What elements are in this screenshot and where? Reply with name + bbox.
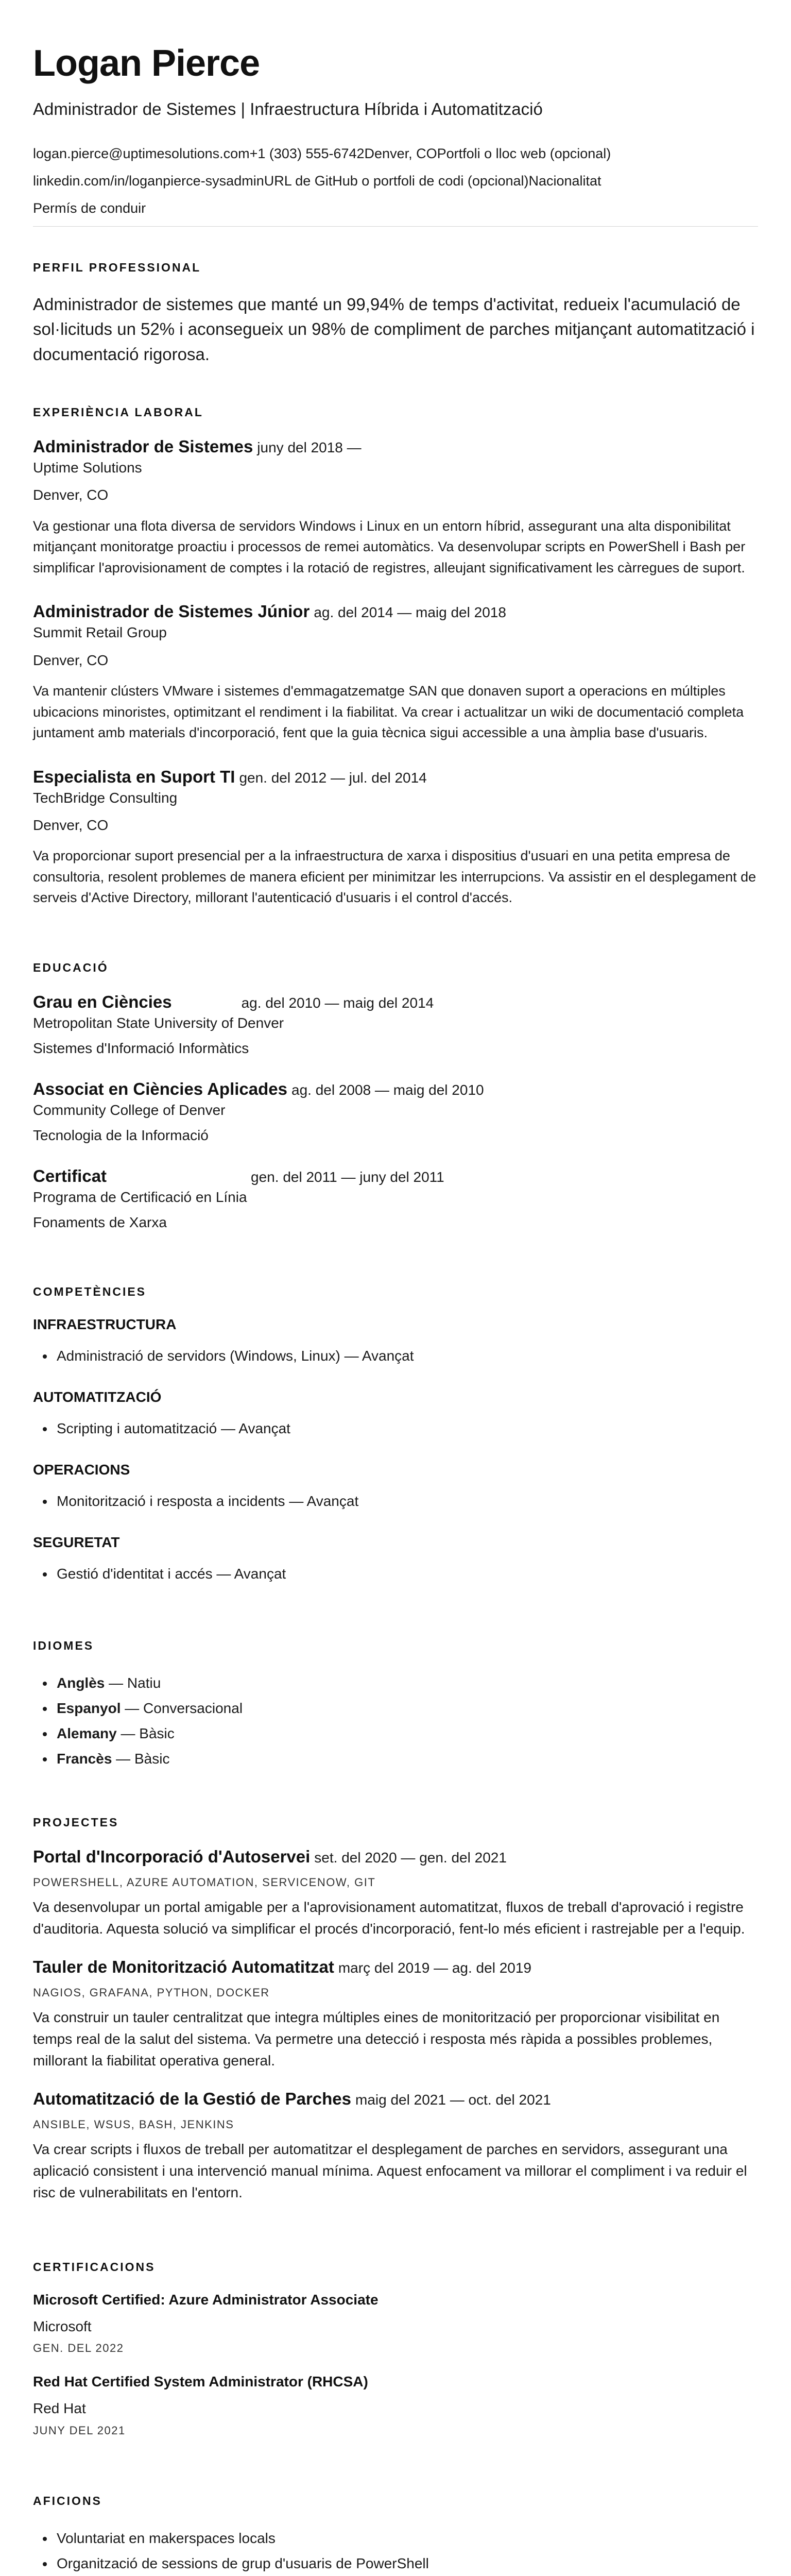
job-location: Denver, CO bbox=[33, 817, 109, 834]
section-title-interests: AFICIONS bbox=[33, 2494, 102, 2507]
degree-title: Associat en Ciències Aplicades bbox=[33, 1079, 287, 1098]
project-title: Tauler de Monitorització Automatitzat bbox=[33, 1957, 334, 1977]
section-title-languages: IDIOMES bbox=[33, 1639, 94, 1653]
contact-block bbox=[33, 144, 758, 218]
interest-item: • Organització de sessions de grup d'usuaris de PowerShell bbox=[55, 2551, 758, 2576]
project-date: set. del 2020 — gen. del 2021 bbox=[314, 1850, 507, 1866]
skill-item: • Administració de servidors (Windows, Linux) — Avançat bbox=[55, 1343, 758, 1368]
project-tech: ANSIBLE, WSUS, BASH, JENKINS bbox=[33, 2118, 234, 2131]
job-description: Va gestionar una flota diversa de servidors Windows i Linux en un entorn híbrid, assegurant una alta disponibilitat mitjançant monitoratge proactiu i processos de remei automàtics. Va desenvolupar scripts en PowerShell i Bash per simplificar l'aprovisionament de comptes i la rotació de registres, alleujant significativament les càrregues de suport. bbox=[33, 518, 746, 575]
institution-name: Metropolitan State University of Denver bbox=[33, 1014, 284, 1031]
github-link[interactable]: URL de GitHub o portfoli de codi (opcional) bbox=[264, 173, 529, 189]
certification-entry bbox=[33, 2374, 758, 2437]
project-description: Va crear scripts i fluxos de treball per automatitzar el desplegament de parches en servidors, assegurant una aplicació consistent i una intervenció manual mínima. Aquest enfocament va millorar el compliment i va reduir el risc de vulnerabilitats en l'entorn. bbox=[33, 2141, 747, 2201]
certifications-section bbox=[33, 2211, 758, 2437]
language-level: Bàsic bbox=[139, 1725, 175, 1742]
profile-section bbox=[33, 211, 758, 367]
experience-entry bbox=[33, 767, 758, 908]
interests-list bbox=[33, 2526, 758, 2576]
language-level: Conversacional bbox=[143, 1700, 243, 1717]
language-name: Anglès bbox=[57, 1675, 105, 1691]
phone-text: +1 (303) 555-6742 bbox=[249, 146, 365, 162]
experience-entry bbox=[33, 602, 758, 743]
job-location: Denver, CO bbox=[33, 652, 109, 668]
study-field: Tecnologia de la Informació bbox=[33, 1127, 209, 1144]
skill-item: • Scripting i automatització — Avançat bbox=[55, 1416, 758, 1441]
job-company: Summit Retail Group bbox=[33, 624, 167, 641]
project-description: Va desenvolupar un portal amigable per a l'aprovisionament automatitzat, fluxos de treball d'aprovació i registre d'auditoria. Aquesta solució va simplificar el procés d'incorporació, fent-lo més eficient i rastrejable per a l'equip. bbox=[33, 1899, 745, 1937]
skill-group-title: AUTOMATITZACIÓ bbox=[33, 1389, 162, 1405]
skill-group bbox=[33, 1389, 758, 1441]
section-title-profile: PERFIL PROFESSIONAL bbox=[33, 260, 201, 274]
interests-section bbox=[33, 2445, 758, 2576]
section-title-certifications: CERTIFICACIONS bbox=[33, 2260, 156, 2274]
language-item: • Francès — Bàsic bbox=[55, 1746, 758, 1771]
project-description: Va construir un tauler centralitzat que integra múltiples eines de monitorització per proporcionar visibilitat en temps real de la salut del sistema. Va permetre una detecció i resposta més ràpida a possibles problemes, millorant la fiabilitat operativa general. bbox=[33, 2009, 720, 2069]
language-name: Espanyol bbox=[57, 1700, 121, 1717]
skill-group bbox=[33, 1316, 758, 1368]
experience-section bbox=[33, 356, 758, 908]
project-tech: NAGIOS, GRAFANA, PYTHON, DOCKER bbox=[33, 1986, 270, 1999]
skill-group bbox=[33, 1462, 758, 1514]
degree-date: ag. del 2008 — maig del 2010 bbox=[291, 1081, 484, 1098]
education-section bbox=[33, 911, 758, 1233]
institution-name: Community College of Denver bbox=[33, 1101, 226, 1118]
certification-date: JUNY DEL 2021 bbox=[33, 2424, 126, 2437]
language-item: • Alemany — Bàsic bbox=[55, 1721, 758, 1746]
education-entry bbox=[33, 1166, 758, 1234]
email-link[interactable]: logan.pierce@uptimesolutions.com bbox=[33, 146, 250, 162]
certification-name: Microsoft Certified: Azure Administrator Associate bbox=[33, 2292, 379, 2308]
language-item: • Anglès — Natiu bbox=[55, 1670, 758, 1696]
skill-item: • Gestió d'identitat i accés — Avançat bbox=[55, 1561, 758, 1586]
experience-entry bbox=[33, 437, 758, 578]
project-entry bbox=[33, 1847, 758, 1940]
candidate-title: Administrador de Sistemes | Infraestructura Híbrida i Automatització bbox=[33, 99, 543, 119]
linkedin-link[interactable]: linkedin.com/in/loganpierce-sysadmin bbox=[33, 173, 264, 189]
contact-row-2 bbox=[33, 171, 758, 191]
interest-item: • Voluntariat en makerspaces locals bbox=[55, 2526, 758, 2551]
certification-entry bbox=[33, 2292, 758, 2355]
study-field: Fonaments de Xarxa bbox=[33, 1214, 167, 1230]
language-name: Alemany bbox=[57, 1725, 117, 1742]
contact-row-1 bbox=[33, 144, 758, 164]
skills-section bbox=[33, 1235, 758, 1586]
education-entry bbox=[33, 1079, 758, 1147]
project-title: Portal d'Incorporació d'Autoservei bbox=[33, 1847, 311, 1867]
degree-date: gen. del 2011 — juny del 2011 bbox=[251, 1168, 444, 1185]
project-entry bbox=[33, 1957, 758, 2072]
job-date: ag. del 2014 — maig del 2018 bbox=[314, 604, 506, 621]
skill-group bbox=[33, 1534, 758, 1586]
section-title-skills: COMPETÈNCIES bbox=[33, 1285, 147, 1299]
job-title: Especialista en Suport TI bbox=[33, 767, 235, 786]
institution-name: Programa de Certificació en Línia bbox=[33, 1189, 247, 1205]
skill-group-title: INFRAESTRUCTURA bbox=[33, 1316, 177, 1333]
job-company: TechBridge Consulting bbox=[33, 789, 178, 806]
degree-title: Certificat bbox=[33, 1166, 107, 1185]
degree-title: Grau en Ciències bbox=[33, 992, 172, 1011]
job-description: Va proporcionar suport presencial per a la infraestructura de xarxa i dispositius d'usuari en una petita empresa de consultoria, resolent problemes de manera eficient per minimitzar les interrupcions. Va assistir en el desplegament de serveis d'Active Directory, millorant l'autenticació d'usuaris i el control d'accés. bbox=[33, 848, 756, 906]
section-title-experience: EXPERIÈNCIA LABORAL bbox=[33, 405, 203, 419]
job-location: Denver, CO bbox=[33, 487, 109, 503]
project-title: Automatització de la Gestió de Parches bbox=[33, 2089, 352, 2109]
project-tech: POWERSHELL, AZURE AUTOMATION, SERVICENOW, GIT bbox=[33, 1876, 376, 1889]
license-text: Permís de conduir bbox=[33, 200, 146, 216]
location-text: Denver, CO bbox=[364, 146, 437, 162]
portfolio-link[interactable]: Portfoli o lloc web (opcional) bbox=[437, 146, 611, 162]
degree-date: ag. del 2010 — maig del 2014 bbox=[241, 994, 434, 1011]
nationality-text: Nacionalitat bbox=[528, 173, 601, 189]
language-level: Bàsic bbox=[134, 1751, 170, 1767]
job-title: Administrador de Sistemes bbox=[33, 437, 253, 456]
certification-issuer: Red Hat bbox=[33, 2400, 86, 2417]
languages-section bbox=[33, 1589, 758, 1771]
study-field: Sistemes d'Informació Informàtics bbox=[33, 1040, 249, 1057]
section-title-projects: PROJECTES bbox=[33, 1816, 119, 1829]
language-item: • Espanyol — Conversacional bbox=[55, 1696, 758, 1721]
language-level: Natiu bbox=[127, 1675, 161, 1691]
job-date: gen. del 2012 — jul. del 2014 bbox=[239, 769, 427, 786]
skill-group-title: SEGURETAT bbox=[33, 1534, 120, 1551]
education-entry bbox=[33, 992, 758, 1060]
job-company: Uptime Solutions bbox=[33, 460, 142, 476]
skill-group-title: OPERACIONS bbox=[33, 1462, 130, 1478]
language-name: Francès bbox=[57, 1751, 112, 1767]
profile-summary: Administrador de sistemes que manté un 99,94% de temps d'activitat, redueix l'acumulació de sol·licituds un 52% i aconsegueix un 98% de compliment de parches mitjançant automatització i documentació rigorosa. bbox=[33, 294, 755, 364]
candidate-name: Logan Pierce bbox=[33, 43, 260, 84]
certification-name: Red Hat Certified System Administrator (RHCSA) bbox=[33, 2374, 368, 2390]
job-title: Administrador de Sistemes Júnior bbox=[33, 602, 310, 621]
section-title-education: EDUCACIÓ bbox=[33, 960, 109, 974]
projects-section bbox=[33, 1766, 758, 2204]
skill-item: • Monitorització i resposta a incidents — Avançat bbox=[55, 1488, 758, 1514]
job-description: Va mantenir clústers VMware i sistemes d'emmagatzematge SAN que donaven suport a operacions en múltiples ubicacions minoristes, optimitzant el rendiment i la fiabilitat. Va crear i actualitzar un wiki de documentació completa juntament amb materials d'incorporació, fent que la guia tècnica sigui accessible a una àmplia base d'usuaris. bbox=[33, 683, 744, 741]
project-entry bbox=[33, 2089, 758, 2204]
language-list bbox=[33, 1670, 758, 1771]
certification-date: GEN. DEL 2022 bbox=[33, 2342, 124, 2355]
resume-header bbox=[33, 43, 758, 227]
certification-issuer: Microsoft bbox=[33, 2318, 92, 2335]
project-date: març del 2019 — ag. del 2019 bbox=[338, 1960, 531, 1976]
job-date: juny del 2018 — bbox=[257, 439, 362, 456]
project-date: maig del 2021 — oct. del 2021 bbox=[355, 2092, 551, 2108]
